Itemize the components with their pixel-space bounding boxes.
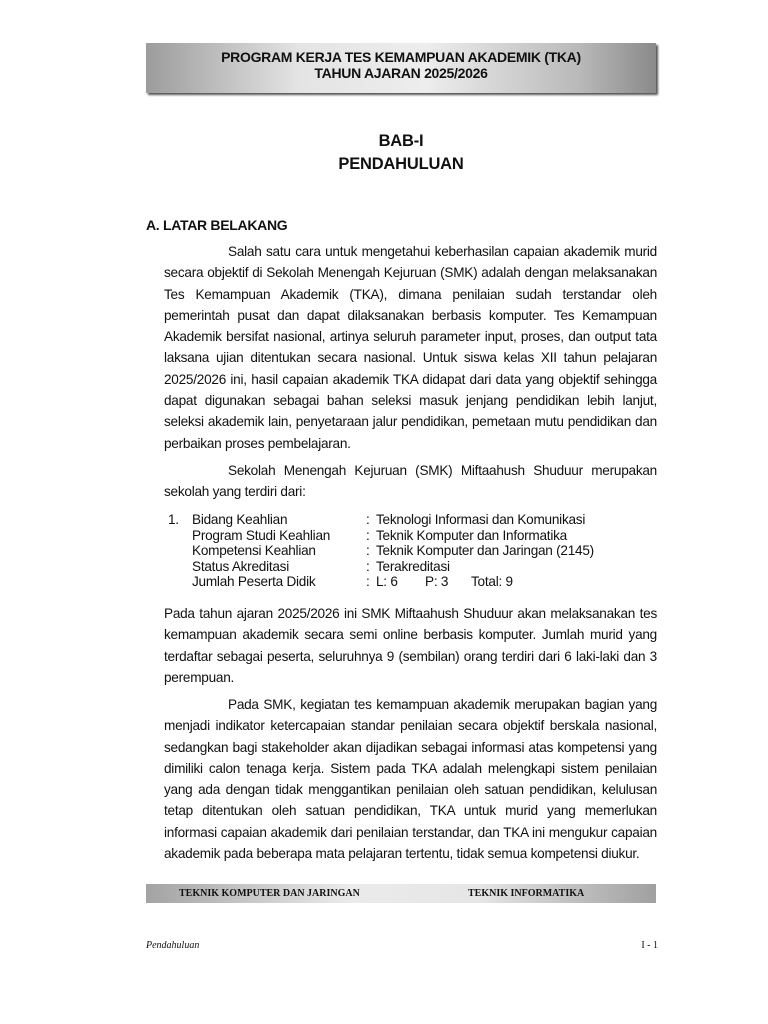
footer-left-text: TEKNIK KOMPUTER DAN JARINGAN [179, 888, 360, 899]
footer-right-text: TEKNIK INFORMATIKA [468, 888, 585, 899]
section-heading: A. LATAR BELAKANG [146, 217, 288, 233]
footer-band [146, 884, 656, 903]
info-label: Kompetensi Keahlian [192, 543, 316, 559]
info-label: Jumlah Peserta Didik [192, 574, 316, 590]
info-label: Status Akreditasi [192, 558, 289, 574]
participants-male: L: 6 [376, 574, 398, 590]
list-number: 1. [168, 512, 179, 527]
chapter-title: PENDAHULUAN [338, 155, 464, 173]
paragraph-background: Salah satu cara untuk mengetahui keberhasilan capaian akademik murid secara objektif di Sekolah Menengah Kejuruan (SMK) adalah dengan melaksanakan Tes Kemampuan Akademik (TKA), dimana penilaian sudah terstandar oleh pemerintah pusat dan dapat dilaksanakan berbasis komputer. Tes Kemampuan Akademik bersifat nasional, artinya seluruh parameter input, proses, dan output tata laksana ujian ditentukan secara nasional. Untuk siswa kelas XII tahun pelajaran 2025/2026 ini, hasil capaian akademik TKA didapat dari data yang objektif sehingga dapat digunakan sebagai bahan seleksi masuk jenjang pendidikan lebih lanjut, seleksi akademik lain, penyetaraan jalur pendidikan, pemetaan mutu pendidikan dan perbaikan proses pembelajaran. [164, 244, 657, 451]
paragraph-implementation: Pada tahun ajaran 2025/2026 ini SMK Miftaahush Shuduur akan melaksanakan tes kemampuan akademik secara semi online berbasis komputer. Jumlah murid yang terdaftar sebagai peserta, seluruhnya 9 (sembilan) orang terdiri dari 6 laki-laki dan 3 perempuan. [164, 606, 657, 685]
page-section-label: Pendahuluan [146, 940, 200, 951]
info-value: Teknik Komputer dan Informatika [376, 527, 567, 543]
page-number: I - 1 [641, 940, 658, 951]
paragraph-purpose: Pada SMK, kegiatan tes kemampuan akademik merupakan bagian yang menjadi indikator ketercapaian standar penilaian secara objektif berskala nasional, sedangkan bagi stakeholder akan dijadikan sebagai informasi atas kompetensi yang dimiliki calon tenaga kerja. Sistem pada TKA adalah melengkapi sistem penilaian yang ada dengan tidak menggantikan penilaian oleh satuan pendidikan, kelulusan tetap ditentukan oleh satuan pendidikan, TKA untuk murid yang memerlukan informasi capaian akademik dari penilaian terstandar, dan TKA ini mengukur capaian akademik pada beberapa mata pelajaran tertentu, tidak semua kompetensi diukur. [164, 697, 657, 862]
participants-total: Total: 9 [471, 574, 513, 590]
info-value: Terakreditasi [376, 558, 450, 574]
info-label: Program Studi Keahlian [192, 527, 331, 543]
participants-female: P: 3 [425, 574, 449, 590]
header-subtitle: TAHUN AJARAN 2025/2026 [314, 65, 488, 81]
paragraph-school-intro: Sekolah Menengah Kejuruan (SMK) Miftaahush Shuduur merupakan sekolah yang terdiri dari: [164, 463, 657, 500]
info-value: Teknik Komputer dan Jaringan (2145) [376, 543, 594, 559]
header-title: PROGRAM KERJA TES KEMAMPUAN AKADEMIK (TKA) [221, 49, 581, 65]
info-label: Bidang Keahlian [192, 512, 288, 527]
chapter-number: BAB-I [378, 132, 424, 150]
document-header-banner [146, 43, 656, 93]
info-value: Teknologi Informasi dan Komunikasi [376, 512, 586, 527]
